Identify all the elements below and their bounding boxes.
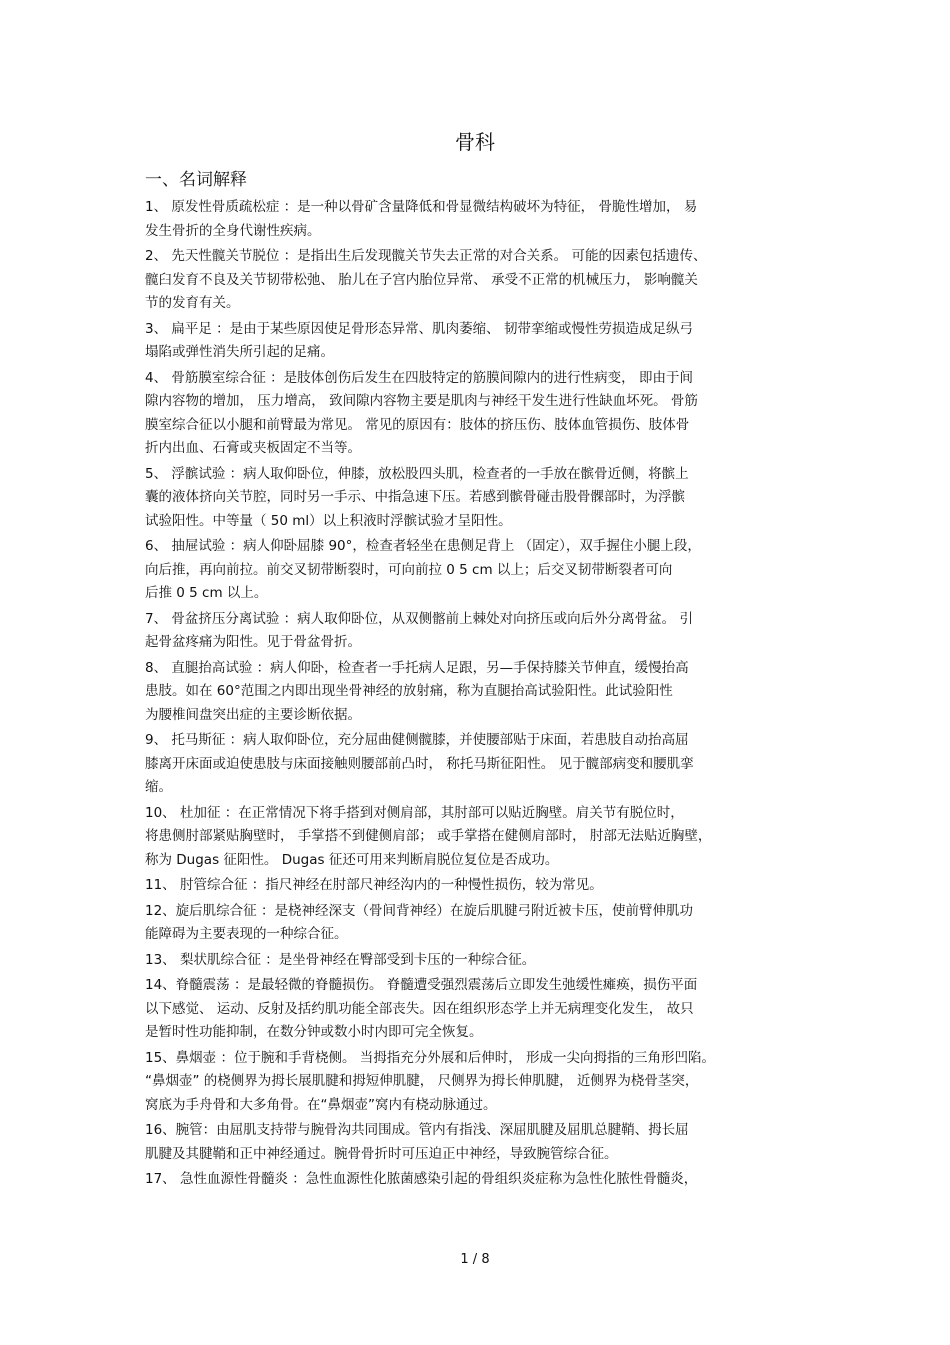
- definition-line: 节的发育有关。: [145, 295, 240, 311]
- definition-line: 以下感觉、 运动、反射及括约肌功能全部丧失。因在组织形态学上并无病理变化发生， 故只: [145, 1000, 694, 1017]
- definition-line: 5、 浮髌试验 ：病人取仰卧位，伸膝，放松股四头肌，检查者的一手放在髌骨近侧，将髌上: [145, 465, 689, 482]
- definition-line: 患肢。如在 60°范围之内即出现坐骨神经的放射痛，称为直腿抬高试验阳性。此试验阳性: [145, 683, 673, 699]
- definition-line: 1、 原发性骨质疏松症 ：是一种以骨矿含量降低和骨显微结构破坏为特征， 骨脆性增加， 易: [145, 199, 698, 215]
- definition-line: 11、 肘管综合征 ：指尺神经在肘部尺神经沟内的一种慢性损伤，较为常见。: [145, 877, 603, 893]
- definition-line: 缩。: [145, 779, 172, 795]
- definition-line: 起骨盆疼痛为阳性。见于骨盆骨折。: [145, 634, 361, 650]
- definition-line: 能障碍为主要表现的一种综合征。: [145, 926, 348, 942]
- definition-line: 囊的液体挤向关节腔，同时另一手示、中指急速下压。若感到髌骨碰击股骨髁部时，为浮髌: [145, 489, 685, 505]
- section-heading: 一、名词解释: [145, 170, 247, 190]
- definition-line: 4、 骨筋膜室综合征 ：是肢体创伤后发生在四肢特定的筋膜间隙内的进行性病变， 即由于间: [145, 369, 693, 386]
- definitions-list: [145, 196, 810, 1194]
- definition-line: 后推 0 5 cm 以上。: [145, 585, 268, 601]
- definition-entry: [145, 1119, 810, 1166]
- definition-entry: [145, 974, 810, 1045]
- definition-entry: [145, 608, 810, 655]
- definition-line: 发生骨折的全身代谢性疾病。: [145, 222, 321, 239]
- definition-entry: [145, 729, 810, 800]
- definition-entry: [145, 1047, 810, 1118]
- definition-line: 2、 先天性髋关节脱位 ：是指出生后发现髋关节失去正常的对合关系。 可能的因素包括遗传、: [145, 248, 707, 264]
- definition-line: 是暂时性功能抑制，在数分钟或数小时内即可完全恢复。: [145, 1024, 483, 1040]
- definition-line: 将患侧肘部紧贴胸壁时， 手掌搭不到健侧肩部； 或手掌搭在健侧肩部时， 肘部无法贴近胸壁，: [145, 828, 712, 844]
- definition-line: “鼻烟壶” 的桡侧界为拇长展肌腱和拇短伸肌腱， 尺侧界为拇长伸肌腱， 近侧界为桡骨茎突，: [145, 1073, 699, 1089]
- definition-entry: [145, 900, 810, 947]
- definition-entry: [145, 318, 810, 365]
- definition-line: 髋臼发育不良及关节韧带松弛、 胎儿在子宫内胎位异常、 承受不正常的机械压力， 影响髋关: [145, 271, 698, 288]
- definition-line: 折内出血、石膏或夹板固定不当等。: [145, 440, 361, 456]
- definition-line: 15、鼻烟壶 ：位于腕和手背桡侧。 当拇指充分外展和后伸时， 形成一尖向拇指的三角形凹陷。: [145, 1049, 716, 1066]
- definition-line: 6、 抽屉试验 ：病人仰卧屈膝 90°，检查者轻坐在患侧足背上 （固定），双手握住小腿上段，: [145, 538, 701, 554]
- definition-line: 8、 直腿抬高试验 ：病人仰卧，检查者一手托病人足跟，另—手保持膝关节伸直，缓慢抬高: [145, 659, 689, 676]
- document-title: 骨科: [455, 130, 495, 154]
- definition-entry: [145, 245, 810, 316]
- definition-line: 试验阳性。中等量（ 50 ml）以上积液时浮髌试验才呈阳性。: [145, 512, 512, 529]
- definition-entry: [145, 367, 810, 461]
- definition-line: 为腰椎间盘突出症的主要诊断依据。: [145, 706, 361, 723]
- definition-entry: [145, 1168, 810, 1192]
- definition-line: 13、 梨状肌综合征 ：是坐骨神经在臀部受到卡压的一种综合征。: [145, 951, 536, 968]
- definition-line: 12、旋后肌综合征 ：是桡神经深支（骨间背神经）在旋后肌腱弓附近被卡压，使前臂伸肌功: [145, 902, 693, 919]
- definition-line: 窝底为手舟骨和大多角骨。在“鼻烟壶”窝内有桡动脉通过。: [145, 1096, 497, 1113]
- definition-entry: [145, 535, 810, 606]
- definition-entry: [145, 196, 810, 243]
- definition-line: 14、脊髓震荡 ：是最轻微的脊髓损伤。 脊髓遭受强烈震荡后立即发生弛缓性瘫痪，损伤平面: [145, 977, 698, 993]
- definition-entry: [145, 949, 810, 973]
- definition-entry: [145, 874, 810, 898]
- definition-line: 称为 Dugas 征阳性。 Dugas 征还可用来判断肩脱位复位是否成功。: [145, 851, 559, 868]
- definition-line: 7、 骨盆挤压分离试验 ：病人取仰卧位，从双侧髂前上棘处对向挤压或向后外分离骨盆。 引: [145, 610, 693, 627]
- definition-line: 16、腕管：由屈肌支持带与腕骨沟共同围成。管内有指浅、深屈肌腱及屈肌总腱鞘、拇长屈: [145, 1122, 689, 1138]
- definition-line: 9、 托马斯征 ：病人取仰卧位，充分屈曲健侧髋膝，并使腰部贴于床面，若患肢自动抬高屈: [145, 732, 689, 748]
- definition-line: 向后推，再向前拉。前交叉韧带断裂时，可向前拉 0 5 cm 以上；后交叉韧带断裂者可向: [145, 561, 673, 578]
- definition-line: 塌陷或弹性消失所引起的足痛。: [145, 344, 334, 360]
- definition-line: 膝离开床面或迫使患肢与床面接触则腰部前凸时， 称托马斯征阳性。 见于髋部病变和腰肌挛: [145, 755, 694, 772]
- definition-line: 17、 急性血源性骨髓炎 ：急性血源性化脓菌感染引起的骨组织炎症称为急性化脓性骨髓炎，: [145, 1171, 698, 1187]
- definition-line: 3、 扁平足 ：是由于某些原因使足骨形态异常、肌肉萎缩、 韧带挛缩或慢性劳损造成足纵弓: [145, 320, 693, 337]
- definition-entry: [145, 802, 810, 873]
- definition-line: 隙内容物的增加， 压力增高， 致间隙内容物主要是肌肉与神经干发生进行性缺血坏死。 骨筋: [145, 393, 698, 409]
- definition-line: 10、 杜加征 ：在正常情况下将手搭到对侧肩部，其肘部可以贴近胸壁。肩关节有脱位时，: [145, 804, 684, 821]
- definition-entry: [145, 463, 810, 534]
- definition-line: 膜室综合征以小腿和前臂最为常见。 常见的原因有：肢体的挤压伤、肢体血管损伤、肢体骨: [145, 416, 690, 433]
- definition-entry: [145, 657, 810, 728]
- definition-line: 肌腱及其腱鞘和正中神经通过。腕骨骨折时可压迫正中神经，导致腕管综合征。: [145, 1145, 618, 1162]
- page-number: 1 / 8: [460, 1252, 490, 1267]
